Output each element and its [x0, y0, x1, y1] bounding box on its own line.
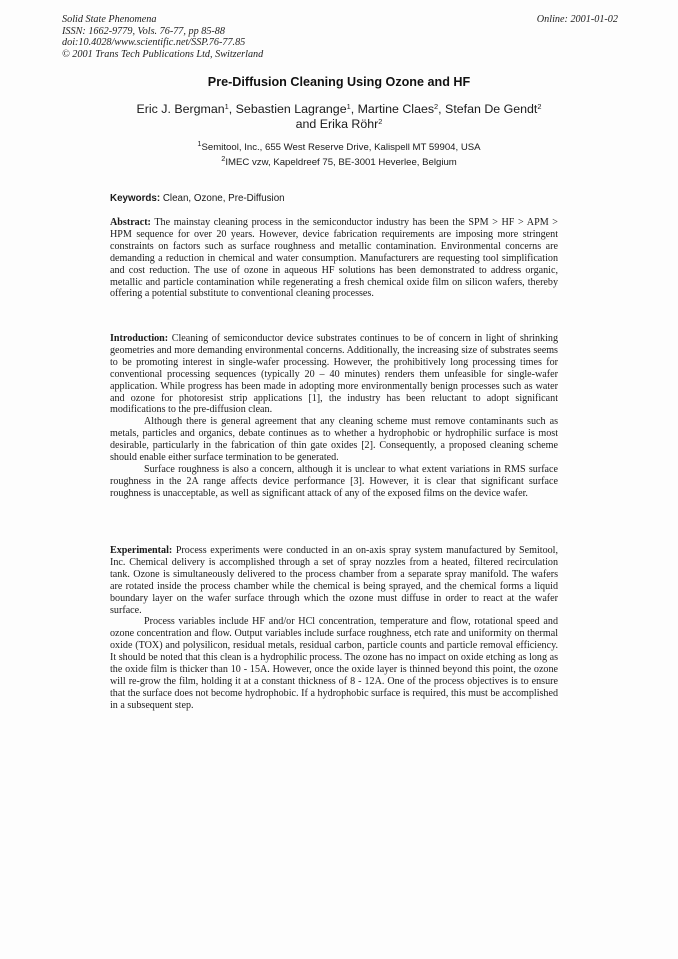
affiliation	[0, 139, 678, 153]
journal-header	[62, 14, 618, 60]
affiliation-mark: 1	[197, 139, 202, 149]
author-affiliation-mark: 2	[434, 102, 439, 112]
journal-issn: ISSN: 1662-9779, Vols. 76-77, pp 85-88	[62, 25, 225, 37]
author-affiliation-mark: 2	[378, 117, 383, 127]
experimental-paragraph: Process variables include HF and/or HCl concentration, temperature and flow, rotational speed and ozone concentration and flow. Output variables include surface roughness, etch rate and uniformity on thermal oxide (TOX) and polysilicon, residual metals, residual carbon, particle counts and particle removal efficiency. It should be noted that this clean is a hydrophilic process. The ozone has no impact on oxide etching as long as the oxide film is thicker than 10 - 15A. However, once the oxide layer is thinned beyond this point, the ozone will re-grow the film, holding it at a constant thickness of 8 - 12A. One of the process objectives is to ensure that the surface does not become hydrophobic. If a hydrophobic surface is required, this must be accomplished in a subsequent step.	[110, 616, 558, 711]
affiliation	[0, 154, 678, 168]
affiliation-text: Semitool, Inc., 655 West Reserve Drive, Kalispell MT 59904, USA	[201, 142, 481, 153]
experimental-paragraph	[110, 545, 558, 616]
affiliation-text: IMEC vzw, Kapeldreef 75, BE-3001 Heverlee, Belgium	[225, 157, 457, 168]
introduction-paragraph: Although there is general agreement that any cleaning scheme must remove contaminants such as metals, particles and organics, debate continues as to whether a hydrophobic or hydrophilic surface is most desirable, particularly in the fabrication of thin gate oxides [2]. Consequently, a proposed cleaning scheme should enable either surface termination to be generated.	[110, 416, 558, 464]
keywords-label: Keywords:	[110, 193, 161, 204]
experimental-text: Process experiments were conducted in an on-axis spray system manufactured by Semitool, Inc. Chemical delivery is accomplished through a set of spray nozzles from a heated, filtered recirculation tank. Ozone is simultaneously delivered to the process chamber from a separate spray manifold. The wafers are rotated inside the process chamber while the chemical is being sprayed, and the chemical forms a liquid boundary layer on the wafer surface through which the ozone must diffuse in order to react at the wafer surface.	[110, 545, 558, 616]
abstract-section	[110, 217, 558, 300]
journal-doi: doi:10.4028/www.scientific.net/SSP.76-77.85	[62, 37, 246, 49]
author-name: Eric J. Bergman	[136, 102, 225, 116]
author-affiliation-mark: 1	[224, 102, 229, 112]
author-affiliation-mark: 2	[537, 102, 542, 112]
journal-copyright: © 2001 Trans Tech Publications Ltd, Switzerland	[62, 48, 264, 60]
keywords	[110, 193, 285, 204]
paper-title: Pre-Diffusion Cleaning Using Ozone and HF	[207, 75, 471, 89]
affiliation-mark: 2	[221, 154, 226, 164]
author-affiliation-mark: 1	[346, 102, 351, 112]
author-list	[80, 102, 598, 132]
journal-name: Solid State Phenomena	[62, 14, 157, 25]
introduction-text: Cleaning of semiconductor device substrates continues to be of concern in light of shrinking geometries and more demanding environmental concerns. Additionally, the increasing size of substrates seems to be promoting interest in single-wafer processing. However, the prohibitively long processing times for conventional processing sequences (typically 20 – 40 minutes) renders them unfeasible for single-wafer application. While progress has been made in adopting more environmentally benign processes such as water and ozone for photoresist strip applications [1], the industry has been reluctant to adopt significant modifications to the pre-diffusion clean.	[110, 333, 558, 416]
abstract-text: The mainstay cleaning process in the semiconductor industry has been the SPM > HF > APM > HPM sequence for over 20 years. However, device fabrication requirements are imposing more stringent constraints on factors such as surface roughness and metallic contamination. Environmental concerns are demanding a reduction in chemical and water consumption. Manufacturers are requesting tool simplification and cost reduction. The use of ozone in aqueous HF solutions has been demonstrated to address organic, metallic and particle contamination while regenerating a fresh chemical oxide film on silicon wafers, thereby offering a potential substitute to conventional cleaning processes.	[110, 217, 558, 300]
introduction-section	[110, 333, 558, 500]
author-name: , Stefan De Gendt	[438, 102, 538, 116]
author-name: , Sebastien Lagrange	[228, 102, 347, 116]
journal-info	[62, 14, 618, 60]
experimental-label: Experimental:	[110, 545, 173, 556]
experimental-section	[110, 545, 558, 712]
introduction-paragraph	[110, 333, 558, 416]
abstract-label: Abstract:	[110, 217, 151, 228]
introduction-label: Introduction:	[110, 333, 169, 344]
online-date: Online: 2001-01-02	[536, 14, 618, 25]
introduction-paragraph: Surface roughness is also a concern, although it is unclear to what extent variations in RMS surface roughness in the 2A range affects device performance [3]. However, it is clear that significant surface roughness is unacceptable, as well as significant attack of any of the exposed films on the device wafer.	[110, 463, 558, 499]
abstract-paragraph	[110, 217, 558, 300]
keywords-text: Clean, Ozone, Pre-Diffusion	[160, 193, 285, 204]
author-name: , Martine Claes	[350, 102, 435, 116]
author-name: and Erika Röhr	[295, 117, 379, 131]
